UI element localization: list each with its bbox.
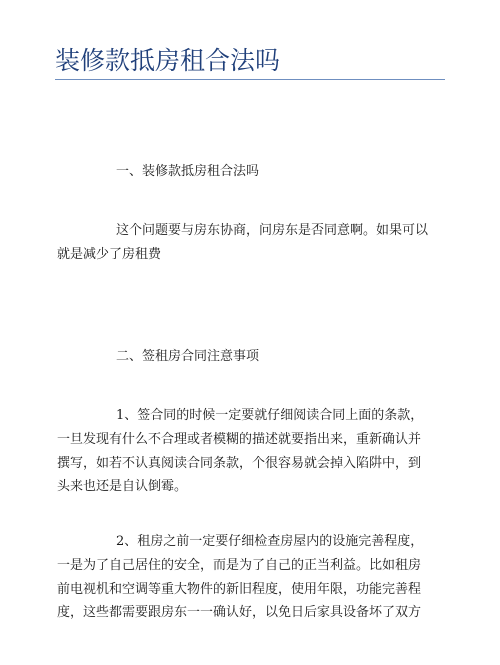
text-line: 1、签合同的时候一定要就仔细阅读合同上面的条款， bbox=[116, 408, 424, 423]
text-line: 撰写，如若不认真阅读合同条款，个很容易就会掉入陷阱中，到 bbox=[57, 455, 422, 471]
document-title: 装修款抵房租合法吗 bbox=[55, 46, 281, 75]
text-line: 前电视机和空调等重大物件的新旧程度，使用年限，功能完善程 bbox=[57, 581, 422, 597]
text-line: 就是减少了房租费 bbox=[57, 246, 162, 262]
title-underline bbox=[55, 79, 445, 80]
text-line: 一、装修款抵房租合法吗 bbox=[116, 164, 260, 179]
text-line: 二、签租房合同注意事项 bbox=[116, 349, 260, 364]
section-heading-1 bbox=[57, 160, 443, 184]
paragraph-2 bbox=[57, 404, 443, 499]
text-line: 一是为了自己居住的安全，而是为了自己的正当利益。比如租房 bbox=[57, 557, 422, 573]
text-line: 2、租房之前一定要仔细检查房屋内的设施完善程度， bbox=[116, 534, 424, 549]
text-line: 度，这些都需要跟房东一一确认好，以免日后家具设备坏了双方 bbox=[57, 605, 422, 621]
paragraph-1 bbox=[57, 219, 443, 267]
paragraph-3 bbox=[57, 530, 443, 625]
section-heading-2 bbox=[57, 345, 443, 369]
text-line: 头来也还是自认倒霉。 bbox=[57, 479, 188, 495]
text-line: 一旦发现有什么不合理或者模糊的描述就要指出来，重新确认并 bbox=[57, 431, 422, 447]
text-line: 这个问题要与房东协商，问房东是否同意啊。如果可以 bbox=[116, 223, 429, 238]
